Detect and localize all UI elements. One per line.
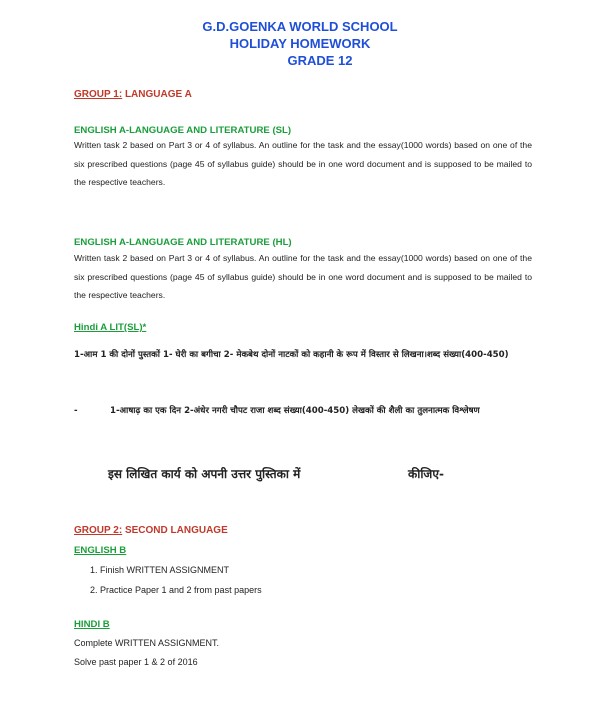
english-sl-heading: ENGLISH A-LANGUAGE AND LITERATURE (SL) — [74, 125, 292, 136]
hindi-a-line2: 1-आषाढ़ का एक दिन 2-अंधेर नगरी चौपट राजा शब्द संख्या(400-450) लेखकों की शैली का तुलनात्मक विश्लेषण — [110, 406, 480, 416]
school-name: G.D.GOENKA WORLD SCHOOL — [202, 19, 398, 34]
hindi-a-line1: 1-आम 1 की दोनों पुस्तकों 1- घेरी का बगीचा 2- मेकबेथ दोनों नाटकों को कहानी के रूप में विस्तार से लिखना।शब्द संख्या(400-450) — [74, 350, 509, 360]
hindi-a-heading: Hindi A LIT(SL)* — [74, 322, 147, 333]
group1-heading — [74, 89, 192, 100]
hindi-a-instruction-right: कीजिए- — [408, 467, 444, 481]
english-b-list — [74, 560, 262, 600]
group1-prefix: GROUP 1: — [74, 89, 123, 100]
group1-label: LANGUAGE A — [122, 89, 192, 100]
grade-label: GRADE 12 — [287, 53, 353, 68]
group2-label: SECOND LANGUAGE — [122, 525, 228, 536]
list-item: 1. Finish WRITTEN ASSIGNMENT — [100, 560, 262, 580]
homework-title: HOLIDAY HOMEWORK — [229, 36, 371, 51]
hindi-a-instruction-left: इस लिखित कार्य को अपनी उत्तर पुस्तिका में — [108, 467, 301, 481]
english-sl-body: Written task 2 based on Part 3 or 4 of syllabus. An outline for the task and the essay(1000 words) based on one of the six prescribed questions (page 45 of syllabus guide) should be in one word document and is supposed to be mailed to the respective teachers. — [74, 140, 532, 187]
group2-prefix: GROUP 2: — [74, 525, 123, 536]
hindi-a-bullet: - — [74, 406, 78, 416]
english-b-heading: ENGLISH B — [74, 545, 127, 556]
group2-heading — [74, 525, 228, 536]
hindi-b-heading: HINDI B — [74, 619, 110, 630]
list-item: 2. Practice Paper 1 and 2 from past papers — [100, 580, 262, 600]
hindi-b-line2: Solve past paper 1 & 2 of 2016 — [74, 657, 198, 667]
english-hl-heading: ENGLISH A-LANGUAGE AND LITERATURE (HL) — [74, 237, 292, 248]
english-hl-body: Written task 2 based on Part 3 or 4 of syllabus. An outline for the task and the essay(1000 words) based on one of the six prescribed questions (page 45 of syllabus guide) should be in one word document and is supposed to be mailed to the respective teachers. — [74, 253, 532, 300]
hindi-b-line1: Complete WRITTEN ASSIGNMENT. — [74, 638, 220, 648]
document-header — [0, 18, 600, 69]
